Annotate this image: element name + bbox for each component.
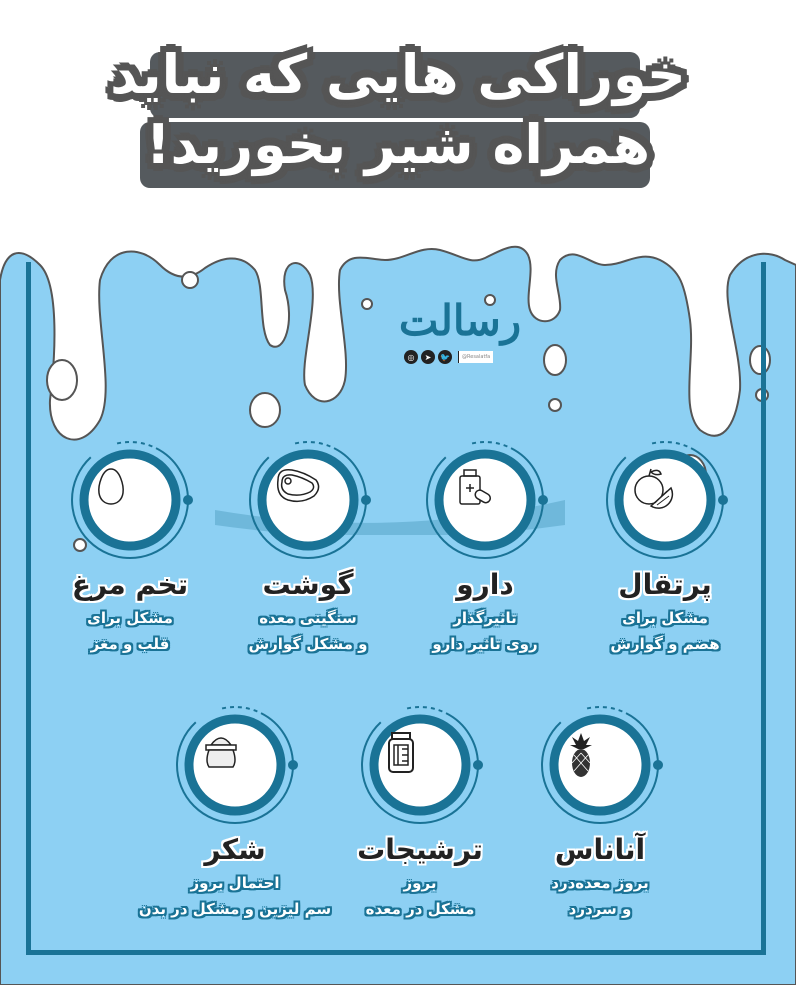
item-name: گوشت bbox=[262, 568, 354, 601]
item-name: پرتقال bbox=[618, 568, 712, 601]
meat-icon bbox=[274, 466, 342, 534]
brand-logo: رسالت bbox=[398, 296, 522, 345]
instagram-icon[interactable]: ◎ bbox=[404, 350, 418, 364]
item-desc-line2: و سردرد bbox=[568, 900, 632, 918]
sugar-sack-icon bbox=[201, 731, 269, 799]
telegram-icon[interactable]: ➤ bbox=[421, 350, 435, 364]
item-desc-line2: روی تاثیر دارو bbox=[432, 635, 538, 653]
item-name: تخم مرغ bbox=[71, 568, 189, 601]
item-pineapple bbox=[510, 700, 690, 922]
item-name: ترشیجات bbox=[357, 833, 483, 866]
title-line-2: همراه شیر بخورید! bbox=[145, 113, 651, 176]
item-desc-line1: مشکل برای bbox=[622, 609, 708, 627]
item-desc-line1: مشکل برای bbox=[87, 609, 173, 627]
pineapple-icon bbox=[566, 731, 634, 799]
item-name: دارو bbox=[456, 568, 514, 601]
item-name: آناناس bbox=[554, 833, 646, 866]
twitter-icon[interactable]: 🐦 bbox=[438, 350, 452, 364]
medicine-icon bbox=[451, 466, 519, 534]
pickle-jar-icon bbox=[386, 731, 454, 799]
title-line-1: خوراکی هایی که نباید bbox=[110, 43, 686, 106]
item-meat bbox=[218, 435, 398, 657]
title bbox=[0, 40, 796, 220]
item-desc-line2: سم لیزین و مشکل در بدن bbox=[138, 900, 332, 918]
item-desc-line2: هضم و گوارش bbox=[610, 635, 720, 653]
item-egg bbox=[40, 435, 220, 657]
brand-handle: @Resalatfa bbox=[458, 351, 493, 363]
item-desc-line1: تاثیرگذار bbox=[453, 609, 517, 627]
item-name: شکر bbox=[204, 833, 266, 866]
item-desc-line2: قلب و مغز bbox=[90, 635, 170, 653]
item-desc-line2: و مشکل گوارش bbox=[248, 635, 368, 653]
item-sugar bbox=[130, 700, 340, 922]
item-desc-line2: مشکل در معده bbox=[365, 900, 475, 918]
item-desc-line1: بروز bbox=[403, 874, 437, 892]
item-desc-line1: سنگینی معده bbox=[259, 609, 357, 627]
item-medicine bbox=[395, 435, 575, 657]
item-orange bbox=[575, 435, 755, 657]
social-links bbox=[404, 349, 493, 365]
item-pickles bbox=[330, 700, 510, 922]
egg-icon bbox=[96, 466, 164, 534]
item-desc-line1: بروز معده‌درد bbox=[551, 874, 649, 892]
item-desc-line1: احتمال بروز bbox=[190, 874, 280, 892]
orange-icon bbox=[631, 466, 699, 534]
